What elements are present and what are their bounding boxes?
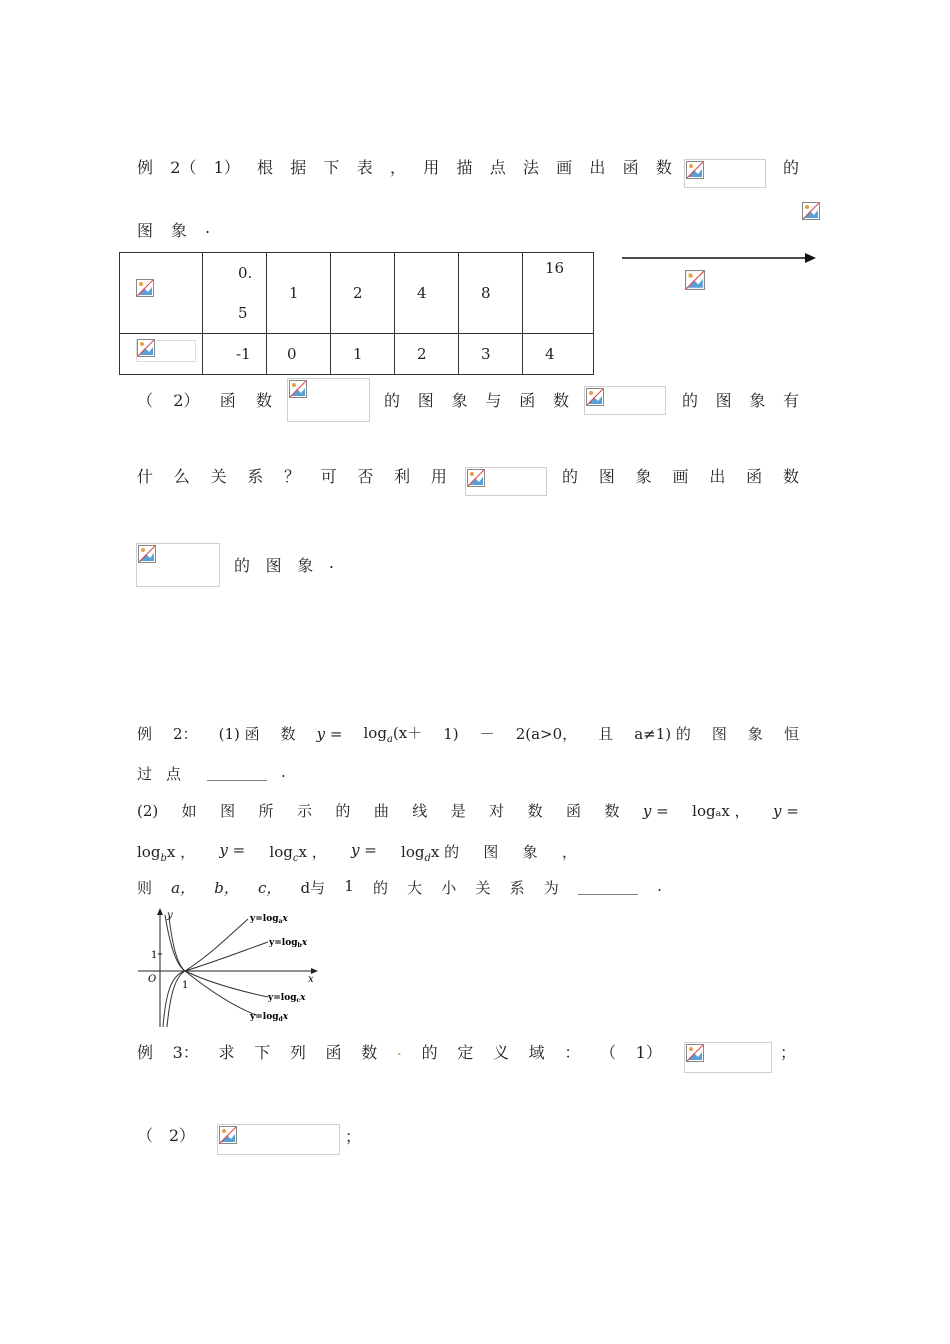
table-cell: 3	[459, 334, 523, 375]
ex2-part1-line1: 例 2（ 1） 根 据 下 表 ， 用 描 点 法 画 出 函 数 的	[137, 155, 799, 178]
table-cell: 0	[267, 334, 331, 375]
broken-image-icon	[802, 202, 820, 220]
broken-image-icon	[686, 161, 704, 179]
table-cell: 16	[523, 253, 594, 334]
table-cell: -1	[203, 334, 267, 375]
curve-log-d	[169, 917, 256, 1015]
ex3-line1-tail: ；	[780, 1043, 797, 1062]
ex2-part2-line2-b: 的 图 象 画 出 函 数	[562, 467, 799, 486]
broken-image-icon	[219, 1126, 237, 1144]
ex2-part2-line1-a: （ 2） 函 数	[137, 391, 272, 410]
formula-image	[684, 1042, 772, 1073]
table-cell: 4	[395, 253, 459, 334]
broken-image-icon	[467, 469, 485, 487]
ex2-part2-line1-b: 的 图 象 与 函 数	[384, 391, 569, 410]
formula-image	[136, 543, 220, 587]
formula-image	[584, 386, 666, 415]
table-cell: 0. 5	[203, 253, 267, 334]
x-axis-label: x	[308, 974, 314, 985]
ex2b-line5: 则 a， b， c， d与 1 的 大 小 关 系 为 ________ .	[137, 877, 662, 897]
formula-image	[684, 159, 766, 188]
table-header-y	[120, 334, 203, 375]
table-cell: 2	[331, 253, 395, 334]
origin-label: O	[148, 974, 157, 985]
ex2b-line2: 过 点 ________ .	[137, 763, 286, 783]
broken-image-icon	[586, 388, 604, 406]
table-cell: 1	[267, 253, 331, 334]
table-cell: 2	[395, 334, 459, 375]
formula-image	[217, 1124, 340, 1155]
broken-image-icon	[289, 380, 307, 398]
broken-image-icon	[686, 1044, 704, 1062]
broken-image-icon	[137, 339, 155, 357]
table-cell: 4	[523, 334, 594, 375]
ex2-part1-line2: 图 象 .	[137, 218, 211, 240]
label-log-c: $y=\log_cx$	[268, 993, 306, 1004]
ex2-part1-tail: 的	[782, 158, 799, 177]
value-table	[119, 252, 594, 375]
ex2-part2-line2-a: 什 么 关 系 ？ 可 否 利 用	[137, 467, 447, 486]
ex2b-line1: 例 2： (1) 函 数 y = $\log_a(x+$ 1) － 2(a>0， 且 a≠1) 的 图 象 恒	[137, 724, 799, 745]
answer-blank: ________	[207, 763, 268, 781]
formula-image	[465, 467, 547, 496]
label-log-b: $y=\log_bx$	[269, 938, 308, 949]
table-cell: 1	[331, 334, 395, 375]
answer-blank: ________	[577, 877, 638, 895]
y-tick-1: 1	[151, 950, 158, 961]
log-curves-graph	[130, 905, 330, 1030]
ex3-line1: 例 3： 求 下 列 函 数 . 的 定 义 域 ： （ 1）	[137, 1040, 662, 1062]
broken-image-icon	[138, 545, 156, 563]
y-axis-label: y	[167, 910, 173, 921]
axis-arrow	[620, 250, 820, 266]
label-log-d: $y=\log_dx$	[250, 1012, 289, 1023]
ex2b-line4: $\log_bx$ ， y = $\log_cx$ ， y = $\log_dx$ 的 图 象 ，	[137, 841, 577, 864]
formula-image	[287, 378, 370, 422]
table-header-x	[120, 253, 203, 334]
curve-log-a	[167, 919, 248, 1027]
ex2b-line3: (2) 如 图 所 示 的 曲 线 是 对 数 函 数 y = logₐx ， y =	[137, 801, 799, 820]
ex3-line2-tail: ；	[345, 1127, 362, 1146]
ex3-line2: （ 2）	[137, 1126, 195, 1145]
ex2-part2-line1-c: 的 图 象 有	[682, 391, 799, 410]
ex2-part2-line3: 的 图 象 .	[234, 553, 334, 575]
broken-image-icon	[136, 279, 154, 297]
curve-log-c	[165, 915, 268, 997]
label-log-a: $y=\log_ax$	[250, 914, 288, 925]
x-tick-1: 1	[182, 980, 189, 991]
table-cell: 8	[459, 253, 523, 334]
broken-image-icon	[685, 270, 705, 290]
